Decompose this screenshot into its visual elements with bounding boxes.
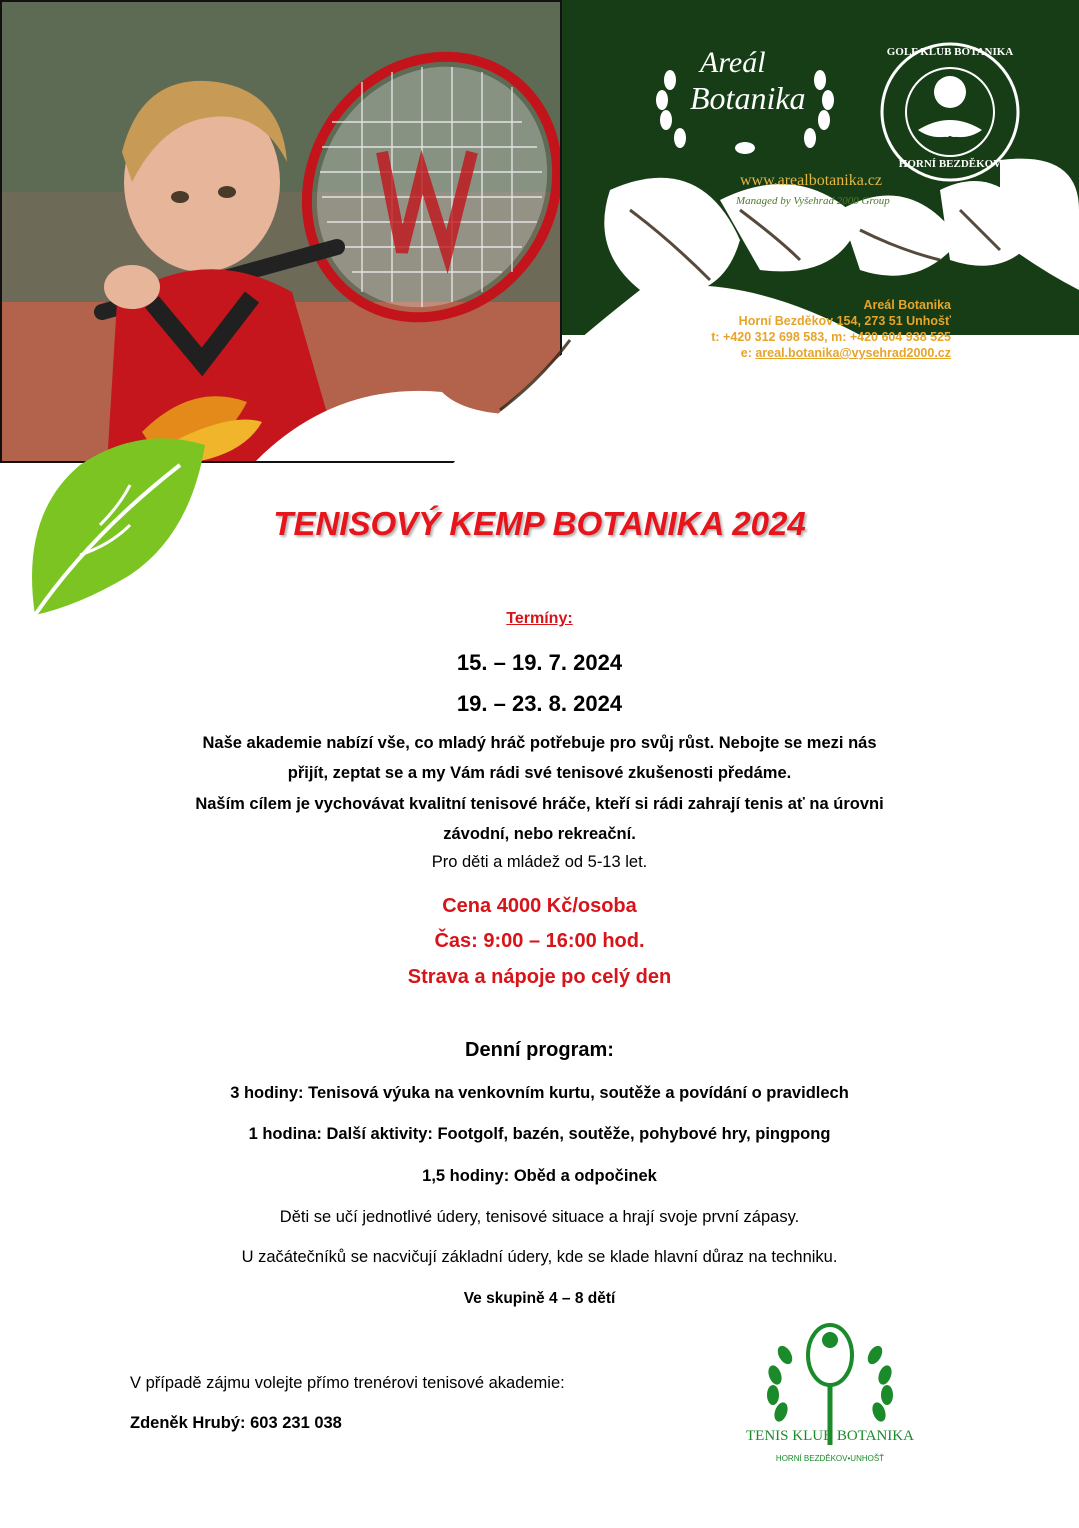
price-text: Cena 4000 Kč/osoba xyxy=(442,895,637,917)
footer-contact-line: V případě zájmu volejte přímo trenérovi tenisové akademie: xyxy=(130,1374,565,1392)
golf-badge-number: 68 xyxy=(943,126,957,141)
tenis-klub-logo xyxy=(745,1320,915,1485)
tenis-klub-text: TENIS KLUB BOTANIKA xyxy=(746,1428,914,1444)
contact-address: Horní Bezděkov 154, 273 51 Unhošť xyxy=(738,314,951,328)
description-line-1: Naše akademie nabízí vše, co mladý hráč potřebuje pro svůj růst. Nebojte se mezi nás xyxy=(202,734,877,752)
golf-badge-top-text: GOLF KLUB BOTANIKA xyxy=(886,46,1014,58)
program-heading: Denní program: xyxy=(465,1039,614,1061)
golf-klub-badge xyxy=(878,40,1022,184)
program-note-2: U začátečníků se nacvičují základní údery, kde se klade hlavní důraz na techniku. xyxy=(241,1248,838,1266)
date-1: 15. – 19. 7. 2024 xyxy=(456,650,623,675)
date-2: 19. – 23. 8. 2024 xyxy=(456,691,623,716)
website-url[interactable]: www.arealbotanika.cz xyxy=(740,172,882,189)
tenis-klub-subtext: HORNÍ BEZDĚKOV•UNHOŠŤ xyxy=(775,1454,885,1463)
age-range-text: Pro děti a mládež od 5-13 let. xyxy=(431,853,648,871)
program-item-2: 1 hodina: Další aktivity: Footgolf, bazén, soutěže, pohybové hry, pingpong xyxy=(248,1125,831,1143)
areal-botanika-logo xyxy=(650,40,840,160)
time-text: Čas: 9:00 – 16:00 hod. xyxy=(434,930,645,952)
program-note-1: Děti se učí jednotlivé údery, tenisové situace a hrají svoje první zápasy. xyxy=(279,1208,800,1226)
contact-block xyxy=(571,297,951,361)
group-size-text: Ve skupině 4 – 8 dětí xyxy=(463,1290,616,1307)
logo-areal-text: Areál xyxy=(700,46,766,79)
contact-name: Areál Botanika xyxy=(863,298,951,312)
description-line-2: přijít, zeptat se a my Vám rádi své tenisové zkušenosti předáme. xyxy=(287,764,792,782)
contact-phones: t: +420 312 698 583, m: +420 604 938 525 xyxy=(711,330,951,344)
contact-email-prefix: e: xyxy=(740,346,756,360)
program-item-1: 3 hodiny: Tenisová výuka na venkovním kurtu, soutěže a povídání o pravidlech xyxy=(230,1084,849,1102)
food-text: Strava a nápoje po celý den xyxy=(407,966,672,988)
terminy-label: Termíny: xyxy=(506,610,573,627)
description-line-3: Naším cílem je vychovávat kvalitní tenisové hráče, kteří si rádi zahrají tenis ať na úrovni xyxy=(195,795,884,813)
contact-email-link[interactable]: areal.botanika@vysehrad2000.cz xyxy=(755,346,951,360)
coach-contact[interactable]: Zdeněk Hrubý: 603 231 038 xyxy=(130,1414,342,1432)
page-title: TENISOVÝ KEMP BOTANIKA 2024 xyxy=(273,505,806,542)
program-item-3: 1,5 hodiny: Oběd a odpočinek xyxy=(422,1167,657,1185)
managed-by-text: Managed by Vyšehrad 2000 Group xyxy=(736,195,890,207)
golf-badge-bottom-text: HORNÍ BEZDĚKOV xyxy=(898,158,1002,170)
description-line-4: závodní, nebo rekreační. xyxy=(443,825,636,843)
contact-email-line xyxy=(571,345,951,361)
logo-botanika-text: Botanika xyxy=(690,80,806,116)
